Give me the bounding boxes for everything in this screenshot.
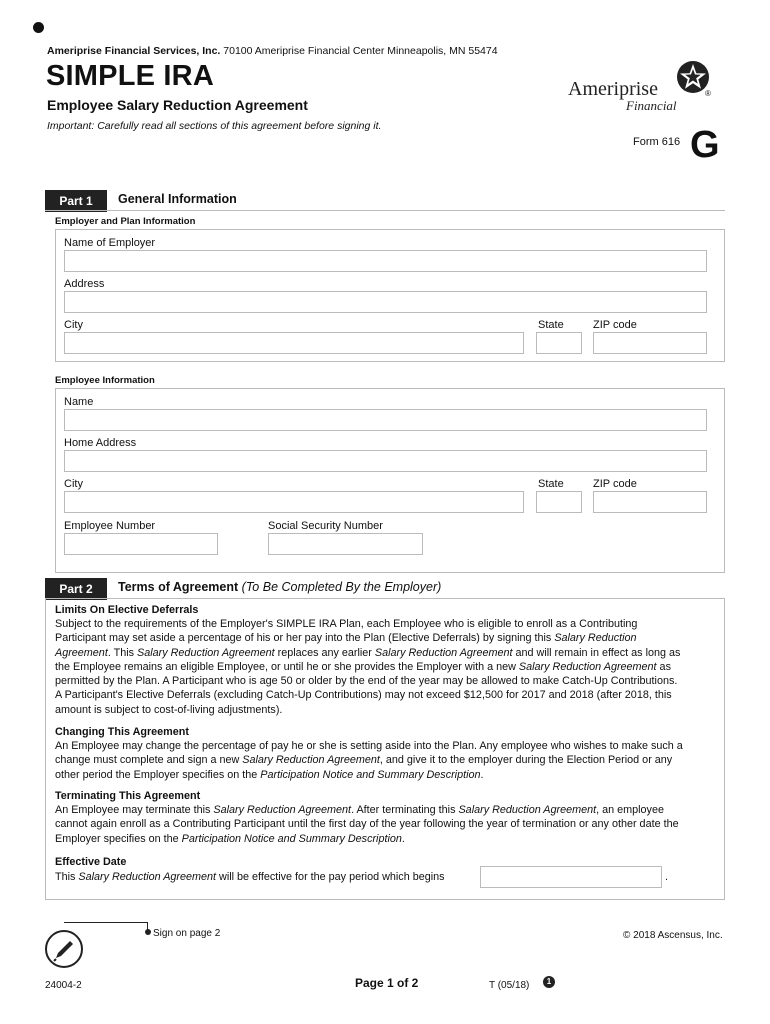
logo-subtext: Financial [626,98,677,113]
employee-zip-label: ZIP code [593,478,637,490]
employee-address-field[interactable] [64,450,707,472]
employee-address-label: Home Address [64,437,137,449]
limits-heading: Limits On Elective Deferrals [55,604,199,616]
employer-city-label: City [64,319,83,331]
employer-zip-label: ZIP code [593,319,637,331]
part1-tab: Part 1 [45,190,107,212]
pen-icon [45,930,83,968]
revision-date: T (05/18) [489,980,530,991]
employee-section-label: Employee Information [55,375,155,386]
form-title: SIMPLE IRA [46,60,214,92]
registered-mark: ® [705,89,711,98]
limits-paragraph: Subject to the requirements of the Employer's SIMPLE IRA Plan, each Employee who is eligible to enroll as a Contributing Participant may set aside a percentage of his or her pay into the Plan (Elective Deferrals) by signing this Salary Reduction Agreement. This Salary Reduction Agreement replaces any earlier Salary Reduction Agreement and will remain in effect as long as the Employee remains an eligible Employee, or until he or she provides the Employer with a new Salary Reduction Agreement as permitted by the Plan. A Participant who is age 50 or older by the end of the year may be allowed to make Catch-Up Contributions. A Participant's Elective Deferrals (excluding Catch-Up Contributions) may not exceed $12,500 for 2017 and 2018 (after 2018, this amount is subject to cost-of-living adjustments). [55,618,681,716]
employer-name-label: Name of Employer [64,237,156,249]
terminating-paragraph: An Employee may terminate this Salary Reduction Agreement. After terminating this Salary Reduction Agreement, an employee cannot again enroll as a Contributing Participant until the first day of the year following the year of termination or any other date the Employer specifies on the Participation Notice and Summary Description. [55,804,679,845]
part1-rule [45,210,725,211]
employer-city-field[interactable] [64,332,524,354]
terminating-heading: Terminating This Agreement [55,790,201,802]
ssn-label: Social Security Number [268,520,383,532]
employee-zip-field[interactable] [593,491,707,513]
form-letter: G [690,124,720,166]
form-subtitle: Employee Salary Reduction Agreement [47,97,308,113]
ssn-field[interactable] [268,533,423,555]
employer-address-label: Address [64,278,105,290]
page-circle-badge: 1 [543,976,555,988]
effective-date-field[interactable] [480,866,662,888]
logo-text: Ameriprise [568,78,658,100]
employee-city-label: City [64,478,83,490]
employee-number-label: Employee Number [64,520,156,532]
form-number: Form 616 [633,136,681,148]
employee-number-field[interactable] [64,533,218,555]
employer-address-field[interactable] [64,291,707,313]
employee-city-field[interactable] [64,491,524,513]
part2-title: Terms of Agreement (To Be Completed By the Employer) [118,580,442,594]
employee-state-field[interactable] [536,491,582,513]
part1-title: General Information [118,192,237,206]
company-address: Ameriprise Financial Services, Inc. 70100 Ameriprise Financial Center Minneapolis, MN 55474 [47,45,498,57]
employer-state-field[interactable] [536,332,582,354]
sign-connector-dot [145,929,151,935]
employer-name-field[interactable] [64,250,707,272]
bullet-marker [33,22,44,33]
important-note: Important: Carefully read all sections of this agreement before signing it. [47,120,382,132]
effective-text: This Salary Reduction Agreement will be effective for the pay period which begins [55,871,445,883]
employer-state-label: State [538,319,564,331]
page-number: Page 1 of 2 [355,976,419,990]
form-code: 24004-2 [45,980,82,991]
part2-tab: Part 2 [45,578,107,600]
employee-name-field[interactable] [64,409,707,431]
employer-zip-field[interactable] [593,332,707,354]
effective-heading: Effective Date [55,856,127,868]
sign-note: Sign on page 2 [153,928,221,939]
changing-heading: Changing This Agreement [55,726,189,738]
employee-name-label: Name [64,396,94,408]
employer-section-label: Employer and Plan Information [55,216,196,227]
effective-period: . [665,871,668,883]
changing-paragraph: An Employee may change the percentage of pay he or she is setting aside into the Plan. Any employee who wishes to make such a change must complete and sign a new Salary Reduction Agreement, and give it to the employer during the Election Period or any other period the Employer specifies on the Participation Notice and Summary Description. [55,740,683,781]
copyright: © 2018 Ascensus, Inc. [623,930,723,941]
employee-state-label: State [538,478,564,490]
